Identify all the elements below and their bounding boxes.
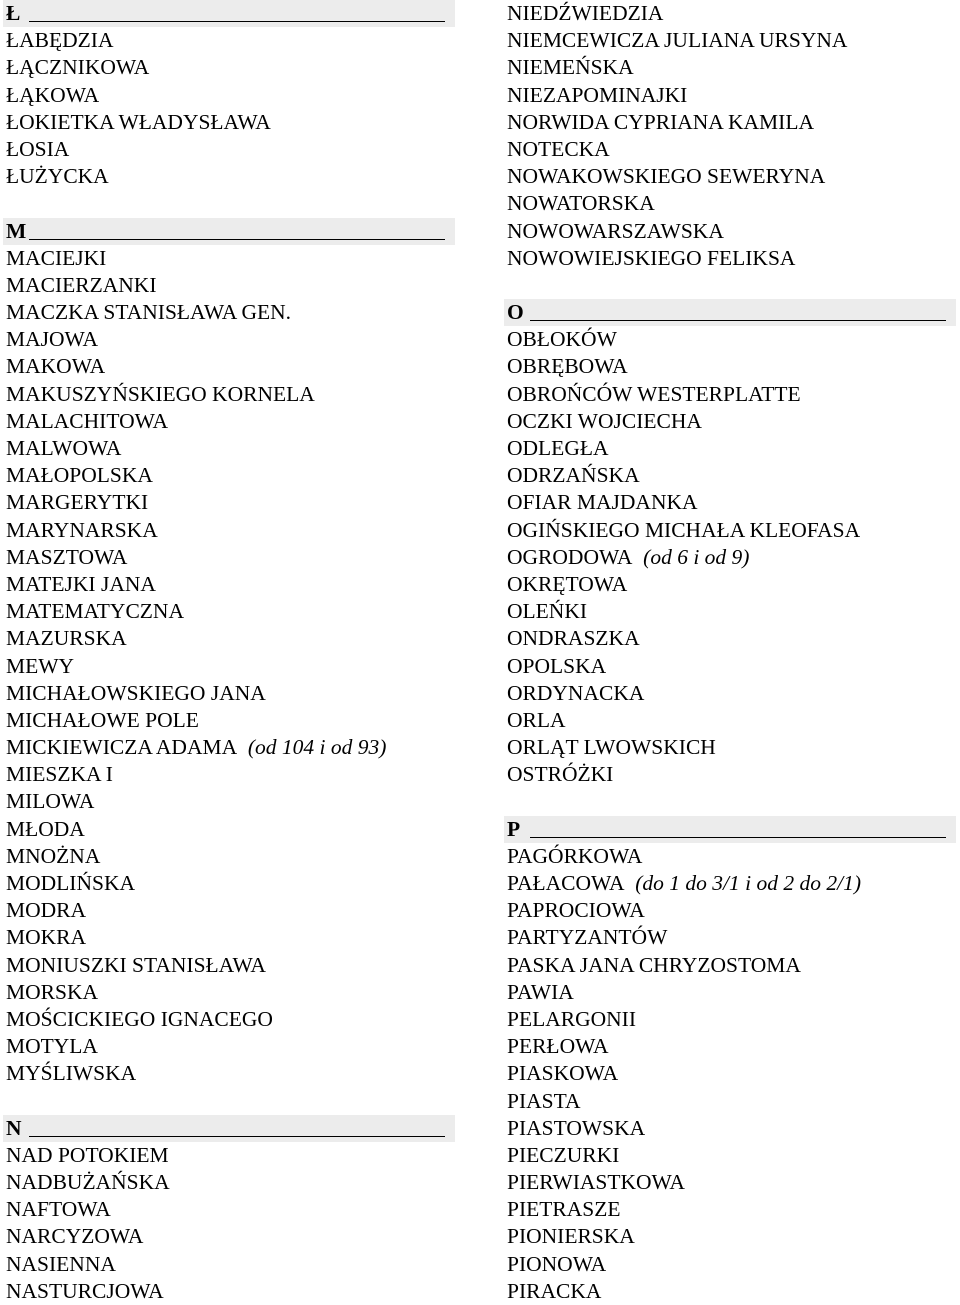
street-name: MALWOWA — [6, 436, 122, 460]
street-name: OBROŃCÓW WESTERPLATTE — [507, 381, 801, 406]
letter-header-rule — [29, 1136, 445, 1137]
street-entry — [504, 1142, 956, 1169]
street-name: PIASTA — [507, 1088, 581, 1113]
street-entry — [3, 1251, 455, 1278]
street-entry — [3, 734, 455, 761]
street-name: MAKUSZYŃSKIEGO KORNELA — [6, 381, 315, 406]
street-name: MAJOWA — [6, 327, 98, 352]
street-name: OGIŃSKIEGO MICHAŁA KLEOFASA — [507, 517, 861, 542]
street-name: MŁODA — [6, 816, 85, 841]
street-entry — [504, 27, 956, 54]
street-entry — [504, 924, 956, 951]
street-entry — [504, 1033, 956, 1060]
street-entry — [504, 1169, 956, 1196]
street-name: MIESZKA I — [6, 762, 113, 787]
street-entry — [504, 734, 956, 761]
street-name: PARTYZANTÓW — [507, 925, 668, 950]
street-entry — [504, 979, 956, 1006]
street-name: MODRA — [6, 898, 87, 923]
street-name: MODLIŃSKA — [6, 871, 135, 895]
street-entry — [3, 1278, 455, 1305]
street-name: MICHAŁOWSKIEGO JANA — [6, 680, 266, 705]
street-name: MALACHITOWA — [6, 408, 169, 433]
street-entry — [3, 353, 455, 380]
street-name: MAŁOPOLSKA — [6, 463, 153, 488]
street-name: MYŚLIWSKA — [6, 1061, 137, 1086]
letter-header-rule — [530, 320, 946, 321]
right-column — [504, 0, 956, 1305]
street-name: ŁOKIETKA WŁADYSŁAWA — [6, 109, 271, 134]
street-name: ORDYNACKA — [507, 680, 645, 705]
street-range-note: (do 1 do 3/1 i od 2 do 2/1) — [635, 871, 861, 895]
street-entry — [3, 571, 455, 598]
street-name: PERŁOWA — [507, 1034, 609, 1059]
street-name: PIASTOWSKA — [507, 1115, 646, 1140]
street-entry — [3, 761, 455, 788]
street-name: ŁUŻYCKA — [6, 164, 109, 189]
street-name: MASZTOWA — [6, 544, 128, 569]
street-name: NIEZAPOMINAJKI — [507, 82, 688, 107]
street-name: NASIENNA — [6, 1251, 116, 1276]
street-name: NIEDŹWIEDZIA — [507, 1, 664, 25]
street-name: MAZURSKA — [6, 626, 127, 651]
street-entry — [3, 27, 455, 54]
section-spacer — [504, 788, 956, 815]
street-entry — [504, 517, 956, 544]
street-entry — [504, 544, 956, 571]
letter-header-label: Ł — [6, 1, 21, 25]
street-name: PAGÓRKOWA — [507, 843, 643, 868]
street-name: MORSKA — [6, 979, 98, 1004]
street-name: PIRACKA — [507, 1278, 602, 1303]
left-column — [3, 0, 455, 1305]
street-entry — [3, 462, 455, 489]
street-name: ONDRASZKA — [507, 626, 640, 651]
street-entry — [3, 870, 455, 897]
street-entry — [504, 381, 956, 408]
street-entry — [504, 571, 956, 598]
street-entry — [504, 190, 956, 217]
street-name: NADBUŻAŃSKA — [6, 1170, 170, 1195]
street-name: MOKRA — [6, 925, 87, 950]
street-name: OSTRÓŻKI — [507, 762, 614, 787]
street-name: NASTURCJOWA — [6, 1278, 164, 1303]
street-entry — [504, 82, 956, 109]
street-entry — [3, 1060, 455, 1087]
street-name: OFIAR MAJDANKA — [507, 490, 698, 515]
street-entry — [504, 598, 956, 625]
street-name: MICHAŁOWE POLE — [6, 707, 199, 732]
street-name: NAD POTOKIEM — [6, 1142, 169, 1167]
street-name: ŁOSIA — [6, 136, 70, 161]
street-entry — [504, 54, 956, 81]
street-name: PASKA JANA CHRYZOSTOMA — [507, 952, 801, 977]
street-entry — [3, 109, 455, 136]
street-entry — [504, 1060, 956, 1087]
street-range-note: (od 104 i od 93) — [247, 735, 387, 760]
letter-header-rule — [29, 21, 445, 22]
street-name: ŁABĘDZIA — [6, 28, 114, 53]
street-name: PAPROCIOWA — [507, 898, 645, 923]
street-entry — [504, 870, 956, 897]
street-entry — [504, 136, 956, 163]
street-entry — [3, 82, 455, 109]
street-name: MEWY — [6, 653, 75, 678]
street-entry — [3, 408, 455, 435]
street-entry — [3, 843, 455, 870]
street-name: OKRĘTOWA — [507, 571, 628, 596]
section-spacer — [3, 1088, 455, 1115]
street-name: ORLĄT LWOWSKICH — [507, 735, 716, 760]
street-entry — [3, 1169, 455, 1196]
street-entry — [3, 1142, 455, 1169]
street-entry — [3, 625, 455, 652]
street-entry — [504, 1115, 956, 1142]
street-entry — [3, 163, 455, 190]
street-name: PAŁACOWA — [507, 871, 625, 895]
street-name: PIECZURKI — [507, 1142, 620, 1167]
street-entry — [3, 952, 455, 979]
street-entry — [3, 680, 455, 707]
street-name: NARCYZOWA — [6, 1224, 144, 1249]
street-entry — [3, 598, 455, 625]
street-name: OGRODOWA — [507, 544, 633, 569]
street-name: NORWIDA CYPRIANA KAMILA — [507, 109, 814, 134]
street-name: MARGERYTKI — [6, 490, 149, 515]
street-entry — [3, 979, 455, 1006]
street-entry — [504, 707, 956, 734]
letter-header — [3, 1115, 455, 1142]
street-name: MACIERZANKI — [6, 272, 157, 297]
street-name: PIASKOWA — [507, 1061, 619, 1086]
street-entry — [504, 489, 956, 516]
street-name: NOWOWIEJSKIEGO FELIKSA — [507, 245, 796, 270]
street-entry — [3, 489, 455, 516]
street-entry — [3, 517, 455, 544]
street-name: PELARGONII — [507, 1006, 636, 1031]
letter-header-rule — [29, 239, 445, 240]
letter-header-label: M — [6, 218, 27, 243]
street-name: ODLEGŁA — [507, 436, 609, 460]
street-name: ŁĄCZNIKOWA — [6, 55, 150, 80]
letter-header-label: P — [507, 816, 521, 841]
street-name: NAFTOWA — [6, 1197, 111, 1222]
street-name: ORLA — [507, 707, 566, 732]
street-name: MATEJKI JANA — [6, 571, 156, 596]
street-entry — [3, 1196, 455, 1223]
street-entry — [504, 897, 956, 924]
letter-header — [3, 0, 455, 27]
street-name: MICKIEWICZA ADAMA — [6, 735, 238, 760]
street-entry — [3, 326, 455, 353]
street-entry — [504, 680, 956, 707]
street-name: OPOLSKA — [507, 653, 607, 678]
street-entry — [504, 1006, 956, 1033]
street-entry — [504, 326, 956, 353]
street-name: NIEMEŃSKA — [507, 55, 634, 80]
section-spacer — [3, 190, 455, 217]
street-entry — [3, 897, 455, 924]
street-entry — [3, 381, 455, 408]
street-name: PIETRASZE — [507, 1197, 621, 1222]
section-spacer — [504, 272, 956, 299]
street-name: NOTECKA — [507, 136, 610, 161]
street-entry — [3, 1223, 455, 1250]
street-name: MAKOWA — [6, 354, 106, 379]
street-entry — [3, 136, 455, 163]
street-entry — [3, 435, 455, 462]
street-name: ODRZAŃSKA — [507, 463, 640, 488]
letter-header — [504, 816, 956, 843]
street-entry — [3, 299, 455, 326]
street-entry — [504, 462, 956, 489]
street-name: NOWOWARSZAWSKA — [507, 218, 724, 243]
street-name: MACIEJKI — [6, 245, 107, 270]
street-name: MNOŻNA — [6, 843, 101, 868]
street-entry — [504, 653, 956, 680]
street-entry — [504, 218, 956, 245]
street-entry — [504, 353, 956, 380]
letter-header — [3, 218, 455, 245]
street-range-note: (od 6 i od 9) — [643, 544, 750, 569]
street-entry — [3, 544, 455, 571]
street-entry — [504, 408, 956, 435]
street-entry — [504, 163, 956, 190]
street-name: NOWAKOWSKIEGO SEWERYNA — [507, 164, 826, 189]
street-entry — [3, 272, 455, 299]
street-entry — [504, 625, 956, 652]
street-name: PIERWIASTKOWA — [507, 1170, 685, 1195]
street-name: PAWIA — [507, 979, 574, 1004]
street-entry — [504, 1278, 956, 1305]
street-entry — [3, 816, 455, 843]
street-name: MILOWA — [6, 789, 95, 814]
street-entry — [3, 924, 455, 951]
street-name: NIEMCEWICZA JULIANA URSYNA — [507, 28, 848, 53]
street-entry — [3, 1033, 455, 1060]
street-name: OBŁOKÓW — [507, 327, 617, 352]
street-entry — [3, 245, 455, 272]
street-entry — [504, 952, 956, 979]
street-entry — [504, 435, 956, 462]
street-name: MONIUSZKI STANISŁAWA — [6, 952, 266, 977]
street-entry — [3, 788, 455, 815]
street-entry — [504, 843, 956, 870]
street-name: MOTYLA — [6, 1034, 98, 1059]
letter-header — [504, 299, 956, 326]
street-entry — [504, 0, 956, 27]
street-name: OCZKI WOJCIECHA — [507, 408, 702, 433]
street-entry — [504, 109, 956, 136]
street-name: OBRĘBOWA — [507, 354, 628, 379]
street-entry — [504, 761, 956, 788]
street-name: MATEMATYCZNA — [6, 599, 184, 624]
street-name: MOŚCICKIEGO IGNACEGO — [6, 1006, 273, 1031]
street-name: MACZKA STANISŁAWA GEN. — [6, 300, 292, 325]
letter-header-rule — [530, 837, 946, 838]
street-name: NOWATORSKA — [507, 191, 655, 216]
street-name: PIONIERSKA — [507, 1224, 635, 1249]
street-name: PIONOWA — [507, 1251, 607, 1276]
street-entry — [504, 1223, 956, 1250]
street-name: MARYNARSKA — [6, 517, 158, 542]
street-entry — [504, 1251, 956, 1278]
street-entry — [3, 54, 455, 81]
street-entry — [3, 707, 455, 734]
street-entry — [3, 1006, 455, 1033]
letter-header-label: O — [507, 300, 524, 325]
street-name: ŁĄKOWA — [6, 82, 100, 107]
street-name: OLEŃKI — [507, 599, 588, 624]
letter-header-label: N — [6, 1115, 22, 1140]
street-entry — [504, 1088, 956, 1115]
street-entry — [504, 1196, 956, 1223]
street-entry — [3, 653, 455, 680]
street-entry — [504, 245, 956, 272]
